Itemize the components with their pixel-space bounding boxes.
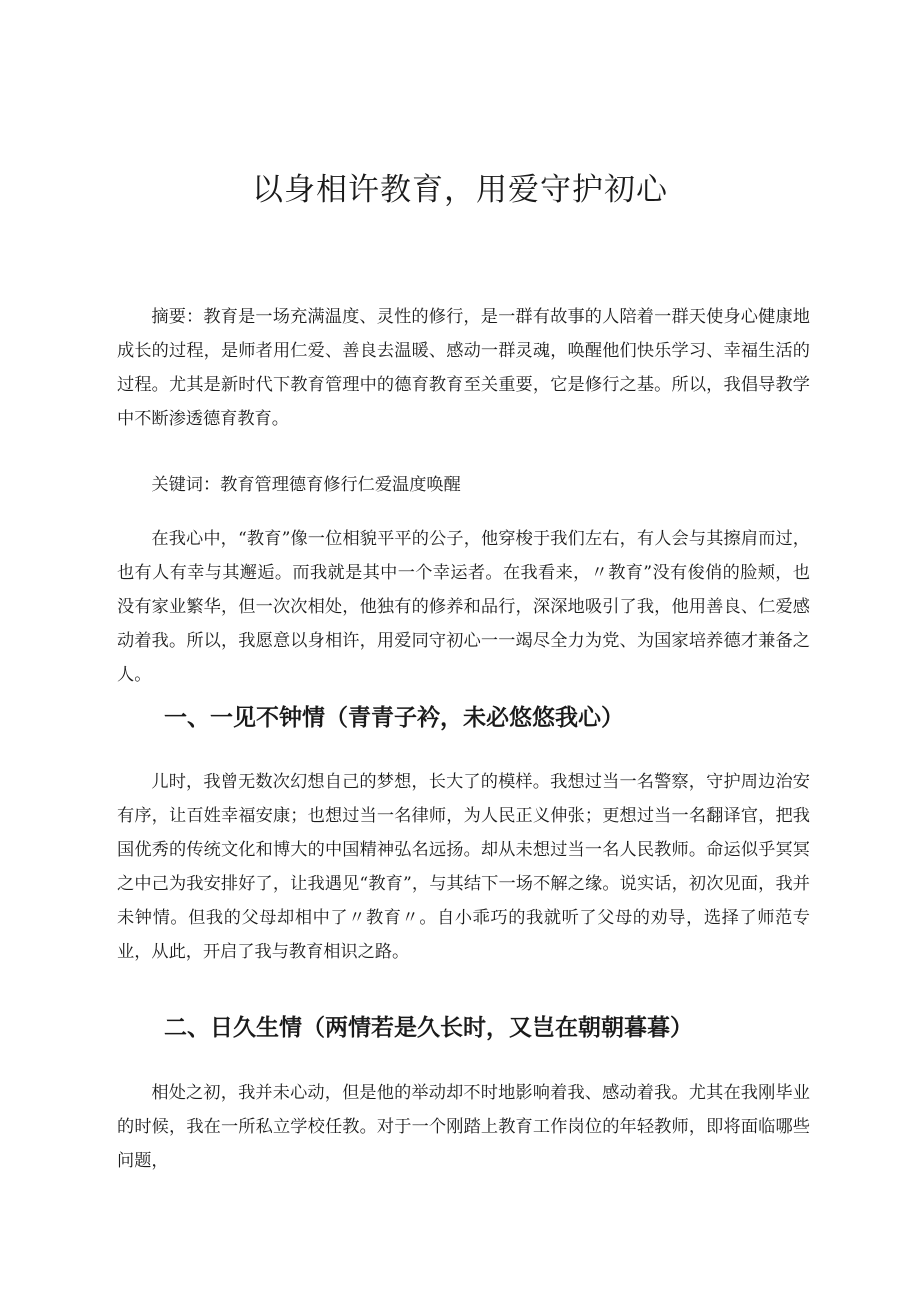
document-title: 以身相许教育，用爱守护初心	[252, 172, 668, 208]
section-2-paragraph: 相处之初，我并未心动，但是他的举动却不时地影响着我、感动着我。尤其在我刚毕业的时候，我在一所私立学校任教。对于一个刚踏上教育工作岗位的年轻教师，即将面临哪些问题，	[117, 1083, 810, 1171]
section-1-paragraph: 儿时，我曾无数次幻想自己的梦想，长大了的模样。我想过当一名警察，守护周边治安有序，让百姓幸福安康；也想过当一名律师，为人民正义伸张；更想过当一名翻译官，把我国优秀的传统文化和博大的中国精神弘名远扬。却从未想过当一名人民教师。命运似乎冥冥之中己为我安排好了，让我遇见“教育”，与其结下一场不解之缘。说实话，初次见面，我并未钟情。但我的父母却相中了〃教育〃。自小乖巧的我就听了父母的劝导，选择了师范专业，从此，开启了我与教育相识之路。	[117, 772, 810, 962]
section-1-heading: 一、一见不钟情（青青子衿，未必悠悠我心）	[164, 704, 624, 731]
abstract-paragraph: 摘要：教育是一场充满温度、灵性的修行，是一群有故事的人陪着一群天使身心健康地成长的过程，是师者用仁爱、善良去温暖、感动一群灵魂，唤醒他们快乐学习、幸福生活的过程。尤其是新时代下教育管理中的德育教育至关重要，它是修行之基。所以，我倡导教学中不断渗透德育教育。	[117, 307, 810, 429]
keywords-line: 关键词：教育管理德育修行仁爱温度唤醒	[151, 475, 461, 495]
section-2-heading: 二、日久生情（两情若是久长时，又岂在朝朝暮暮）	[164, 1014, 693, 1041]
intro-paragraph: 在我心中，“教育”像一位相貌平平的公子，他穿梭于我们左右，有人会与其擦肩而过，也有人有幸与其邂逅。而我就是其中一个幸运者。在我看来，〃教育”没有俊俏的脸颊，也没有家业繁华，但一次次相处，他独有的修养和品行，深深地吸引了我，他用善良、仁爱感动着我。所以，我愿意以身相许，用爱同守初心一一竭尽全力为党、为国家培养德才兼备之人。	[117, 529, 810, 685]
